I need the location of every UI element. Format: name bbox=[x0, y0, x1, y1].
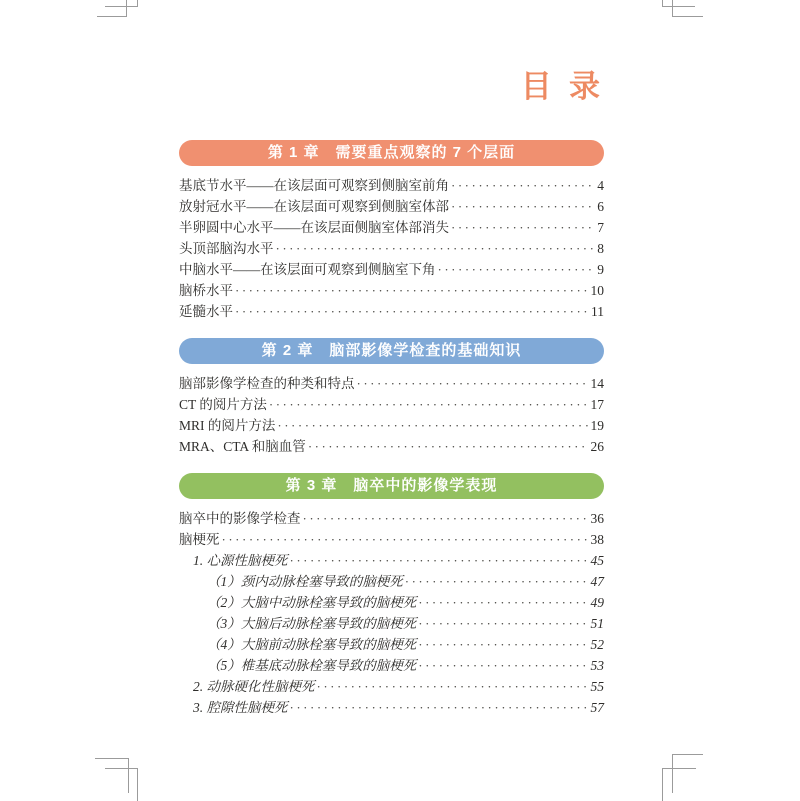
toc-entry-page: 55 bbox=[590, 679, 604, 694]
toc-entry bbox=[179, 634, 604, 655]
toc-entry-text: 半卵圆中心水平——在该层面侧脑室体部消失 bbox=[179, 220, 449, 235]
crop-mark-bottom-right-inner bbox=[662, 768, 696, 801]
chapter-section bbox=[179, 140, 604, 322]
toc-entry-text: 放射冠水平——在该层面可观察到侧脑室体部 bbox=[179, 199, 449, 214]
chapter-entries bbox=[179, 175, 604, 322]
toc-entry-page: 17 bbox=[590, 397, 604, 412]
toc-leader-dots bbox=[418, 655, 587, 676]
toc-entry bbox=[179, 676, 604, 697]
toc-entry-text: （5）椎基底动脉栓塞导致的脑梗死 bbox=[207, 658, 417, 673]
toc-leader-dots bbox=[308, 436, 588, 457]
toc-entry-text: 脑卒中的影像学检查 bbox=[179, 511, 301, 526]
toc-leader-dots bbox=[438, 259, 595, 280]
crop-mark-top-left-inner bbox=[105, 0, 138, 7]
toc-entry bbox=[179, 508, 604, 529]
toc-entry-page: 19 bbox=[590, 418, 604, 433]
toc-entry bbox=[179, 394, 604, 415]
toc-leader-dots bbox=[235, 280, 588, 301]
chapter-entries bbox=[179, 508, 604, 718]
toc-entry bbox=[179, 436, 604, 457]
toc-entry-text: 脑桥水平 bbox=[179, 283, 233, 298]
toc-entry-text: 基底节水平——在该层面可观察到侧脑室前角 bbox=[179, 178, 449, 193]
toc-entry bbox=[179, 217, 604, 238]
toc-entry-text: CT 的阅片方法 bbox=[179, 397, 267, 412]
toc-entry bbox=[179, 238, 604, 259]
toc-entry-text: （1）颈内动脉栓塞导致的脑梗死 bbox=[207, 574, 403, 589]
toc-entry bbox=[179, 415, 604, 436]
toc-entry-text: 1. 心源性脑梗死 bbox=[193, 553, 288, 568]
toc-entry-page: 11 bbox=[591, 304, 604, 319]
toc-leader-dots bbox=[222, 529, 588, 550]
toc-leader-dots bbox=[317, 676, 588, 697]
toc-leader-dots bbox=[235, 301, 588, 322]
toc-entry-text: 3. 腔隙性脑梗死 bbox=[193, 700, 288, 715]
chapter-section bbox=[179, 473, 604, 718]
toc-entry-page: 14 bbox=[590, 376, 604, 391]
chapter-header-2: 第 2 章 脑部影像学检查的基础知识 bbox=[179, 338, 604, 364]
toc-entry-page: 52 bbox=[590, 637, 604, 652]
toc-leader-dots bbox=[277, 415, 587, 436]
chapter-entries bbox=[179, 373, 604, 457]
toc-entry bbox=[179, 529, 604, 550]
chapter-header-3: 第 3 章 脑卒中的影像学表现 bbox=[179, 473, 604, 499]
toc-entry-text: （3）大脑后动脉栓塞导致的脑梗死 bbox=[207, 616, 417, 631]
toc-entry-text: 脑部影像学检查的种类和特点 bbox=[179, 376, 355, 391]
toc-entry-page: 47 bbox=[590, 574, 604, 589]
toc-entry bbox=[179, 550, 604, 571]
page-title: 目 录 bbox=[520, 69, 600, 104]
toc-entry bbox=[179, 592, 604, 613]
crop-mark-bottom-left-inner bbox=[105, 768, 138, 801]
toc-entry-page: 26 bbox=[590, 439, 604, 454]
toc-entry-text: 头顶部脑沟水平 bbox=[179, 241, 274, 256]
toc-leader-dots bbox=[451, 196, 594, 217]
toc-entry bbox=[179, 259, 604, 280]
toc-entry bbox=[179, 373, 604, 394]
toc-entry-text: 脑梗死 bbox=[179, 532, 220, 547]
toc-leader-dots bbox=[451, 217, 594, 238]
toc-entry-page: 51 bbox=[590, 616, 604, 631]
toc-entry bbox=[179, 280, 604, 301]
toc-entry-text: （2）大脑中动脉栓塞导致的脑梗死 bbox=[207, 595, 417, 610]
toc-entry-page: 38 bbox=[590, 532, 604, 547]
toc-entry-page: 36 bbox=[590, 511, 604, 526]
toc-leader-dots bbox=[269, 394, 588, 415]
toc-entry-page: 10 bbox=[590, 283, 604, 298]
chapter-header-1: 第 1 章 需要重点观察的 7 个层面 bbox=[179, 140, 604, 166]
toc-leader-dots bbox=[290, 550, 588, 571]
toc-entry-text: （4）大脑前动脉栓塞导致的脑梗死 bbox=[207, 637, 417, 652]
toc-leader-dots bbox=[290, 697, 588, 718]
toc-entry bbox=[179, 571, 604, 592]
toc-content bbox=[179, 0, 604, 718]
toc-entry-page: 49 bbox=[590, 595, 604, 610]
toc-entry-text: 中脑水平——在该层面可观察到侧脑室下角 bbox=[179, 262, 436, 277]
toc-entry bbox=[179, 697, 604, 718]
toc-leader-dots bbox=[276, 238, 595, 259]
toc-entry bbox=[179, 613, 604, 634]
toc-leader-dots bbox=[303, 508, 588, 529]
toc-entry-page: 9 bbox=[597, 262, 604, 277]
toc-entry bbox=[179, 655, 604, 676]
toc-entry-text: MRI 的阅片方法 bbox=[179, 418, 276, 433]
toc-leader-dots bbox=[451, 175, 594, 196]
toc-entry-page: 45 bbox=[590, 553, 604, 568]
toc-leader-dots bbox=[357, 373, 588, 394]
toc-leader-dots bbox=[418, 634, 587, 655]
toc-entry bbox=[179, 175, 604, 196]
toc-leader-dots bbox=[418, 613, 587, 634]
toc-entry-page: 53 bbox=[590, 658, 604, 673]
chapters-container bbox=[179, 140, 604, 718]
toc-entry-page: 6 bbox=[597, 199, 604, 214]
toc-entry-page: 7 bbox=[597, 220, 604, 235]
crop-mark-top-right-outer bbox=[672, 0, 703, 17]
toc-leader-dots bbox=[418, 592, 587, 613]
toc-entry bbox=[179, 196, 604, 217]
toc-entry bbox=[179, 301, 604, 322]
toc-entry-page: 8 bbox=[597, 241, 604, 256]
toc-entry-page: 57 bbox=[590, 700, 604, 715]
toc-leader-dots bbox=[405, 571, 588, 592]
toc-entry-text: 延髓水平 bbox=[179, 304, 233, 319]
chapter-section bbox=[179, 338, 604, 457]
toc-entry-text: MRA、CTA 和脑血管 bbox=[179, 439, 306, 454]
toc-entry-text: 2. 动脉硬化性脑梗死 bbox=[193, 679, 315, 694]
toc-entry-page: 4 bbox=[597, 178, 604, 193]
